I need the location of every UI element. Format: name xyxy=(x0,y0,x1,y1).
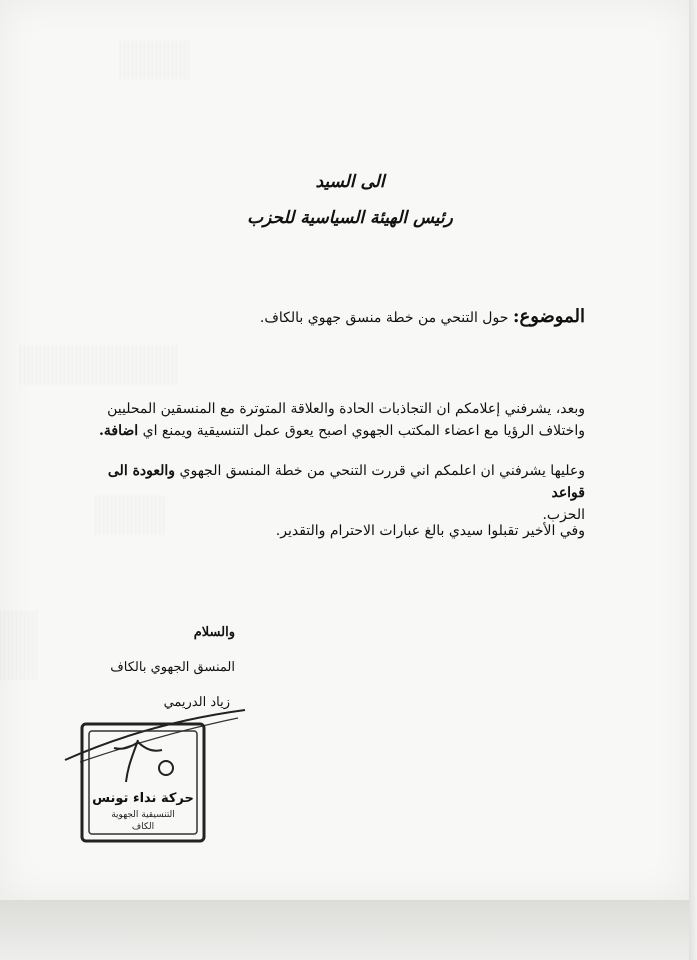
scan-noise xyxy=(120,40,190,80)
scan-bottom-edge xyxy=(0,900,697,960)
closing-salutation: والسلام xyxy=(193,625,235,640)
stamp-text-1: حركة نداء تونس xyxy=(92,791,194,806)
paragraph-3: وفي الأخير تقبلوا سيدي بالغ عبارات الاحترام والتقدير. xyxy=(275,523,585,539)
scan-noise xyxy=(0,610,40,680)
paragraph-2-line-2: الحزب. xyxy=(542,507,585,523)
paragraph-1 xyxy=(85,398,585,442)
signer-title: المنسق الجهوي بالكاف xyxy=(110,660,235,675)
signer-name: زياد الدريمي xyxy=(163,695,230,710)
subject-line xyxy=(85,306,585,327)
subject-label: الموضوع: xyxy=(512,306,585,327)
scan-noise xyxy=(20,345,180,385)
paragraph-1-text: واختلاف الرؤيا مع اعضاء المكتب الجهوي اصبح يعوق عمل التنسيقية ويمنع اي xyxy=(142,423,585,439)
recipient-organization: رئيس الهيئة السياسية للحزب xyxy=(247,208,453,228)
paragraph-2 xyxy=(85,460,585,526)
subject-text: حول التنحي من خطة منسق جهوي بالكاف. xyxy=(259,310,509,326)
paragraph-1-bold: اضافة. xyxy=(99,423,139,439)
recipient-title: الى السيد xyxy=(315,172,385,192)
paragraph-1-line-2 xyxy=(85,420,585,442)
stamp-text-3: الكاف xyxy=(131,822,155,832)
paragraph-1-line-1: وبعد، يشرفني إعلامكم ان التجاذبات الحادة والعلاقة المتوترة مع المنسقين المحليين xyxy=(107,401,585,417)
official-stamp xyxy=(78,720,208,845)
stamp-text-2: التنسيقية الجهوية xyxy=(111,810,175,820)
paragraph-2-text: وعليها يشرفني ان اعلمكم اني قررت التنحي من خطة المنسق الجهوي xyxy=(179,463,585,479)
paragraph-2-line-1 xyxy=(85,460,585,504)
scan-right-edge xyxy=(689,0,697,960)
paragraph-2-bold: والعودة الى قواعد xyxy=(107,463,585,501)
